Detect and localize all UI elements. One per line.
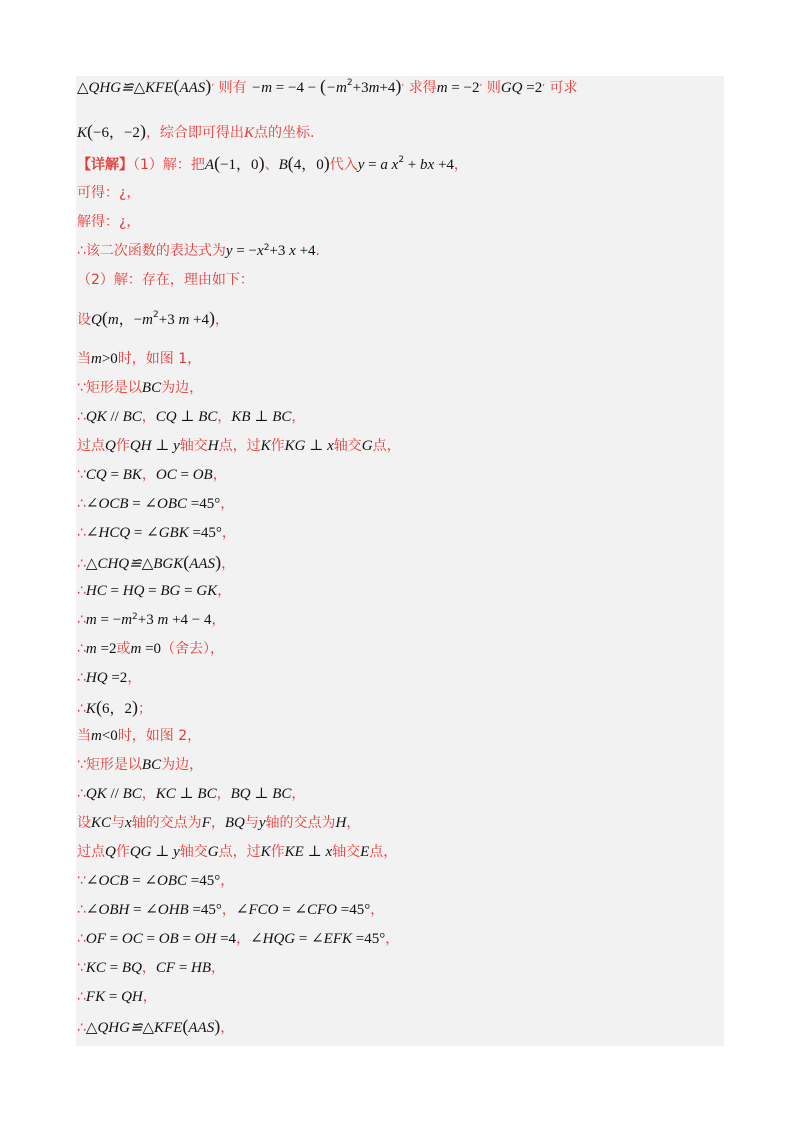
solution-line-10: ∵矩形是以BC为边，	[77, 380, 204, 396]
solution-line-28: ∴∠OBH = ∠OHB =45°，∠FCO = ∠CFO =45°，	[77, 902, 385, 918]
solution-line-16: ∴△CHQ≌△BGK(AAS)，	[77, 552, 236, 572]
solution-line-18: ∴m = $-m^2+3$ m +4 − 4，	[77, 612, 226, 628]
solution-line-19: ∴m =2或m =0（舍去），	[77, 641, 225, 657]
solution-line-25: 设KC与x轴的交点为F，BQ与y轴的交点为H，	[77, 815, 361, 831]
solution-line-22: 当m<0时，如图 2，	[77, 728, 202, 744]
solution-line-3: 【详解】（1）解：把A(−1，0)、B(4，0)代入y = a $x^2$ + bx +4，	[77, 153, 468, 173]
solution-line-8: 设Q(m，$-m^2+3$ m +4)，	[77, 308, 230, 328]
solution-line-31: ∴FK = QH，	[77, 989, 157, 1005]
solution-line-27: ∵∠OCB = ∠OBC =45°，	[77, 873, 235, 889]
solution-line-6: ∴该二次函数的表达式为$y = -x^2+3$ x +4.	[77, 243, 320, 259]
solution-line-26: 过点Q作QG ⊥ y轴交G点，过K作KE ⊥ x轴交E点，	[77, 844, 398, 860]
solution-line-4: 可得：¿，	[77, 185, 141, 201]
solution-line-9: 当m>0时，如图 1，	[77, 351, 202, 367]
solution-line-12: 过点Q作QH ⊥ y轴交H点，过K作KG ⊥ x轴交G点，	[77, 438, 401, 454]
solution-line-29: ∴OF = OC = OB = OH =4，∠HQG = ∠EFK =45°，	[77, 931, 400, 947]
solution-line-5: 解得：¿，	[77, 214, 141, 230]
solution-line-7: （2）解：存在，理由如下：	[77, 272, 254, 288]
solution-line-17: ∴HC = HQ = BG = GK，	[77, 583, 232, 599]
solution-line-14: ∴∠OCB = ∠OBC =45°，	[77, 496, 235, 512]
solution-line-30: ∵KC = BQ，CF = HB，	[77, 960, 226, 976]
solution-line-1: △QHG≌△KFE(AAS), 则有 $-m = -4 - (-m^2+3m+4)^,$ 求得m = −2, 则GQ =2, 可求	[77, 76, 578, 96]
solution-line-24: ∴QK // BC，KC ⊥ BC，BQ ⊥ BC，	[77, 786, 306, 802]
solution-line-32: ∴△QHG≌△KFE(AAS)，	[77, 1016, 235, 1036]
solution-line-2: K(−6，−2)，综合即可得出K点的坐标.	[77, 121, 315, 141]
solution-line-23: ∵矩形是以BC为边，	[77, 757, 204, 773]
solution-line-21: ∴K(6，2)；	[77, 697, 152, 717]
solution-line-20: ∴HQ =2，	[77, 670, 142, 686]
solution-line-13: ∵CQ = BK，OC = OB，	[77, 467, 227, 483]
solution-line-11: ∴QK // BC，CQ ⊥ BC，KB ⊥ BC，	[77, 409, 306, 425]
solution-line-15: ∴∠HCQ = ∠GBK =45°，	[77, 525, 236, 541]
